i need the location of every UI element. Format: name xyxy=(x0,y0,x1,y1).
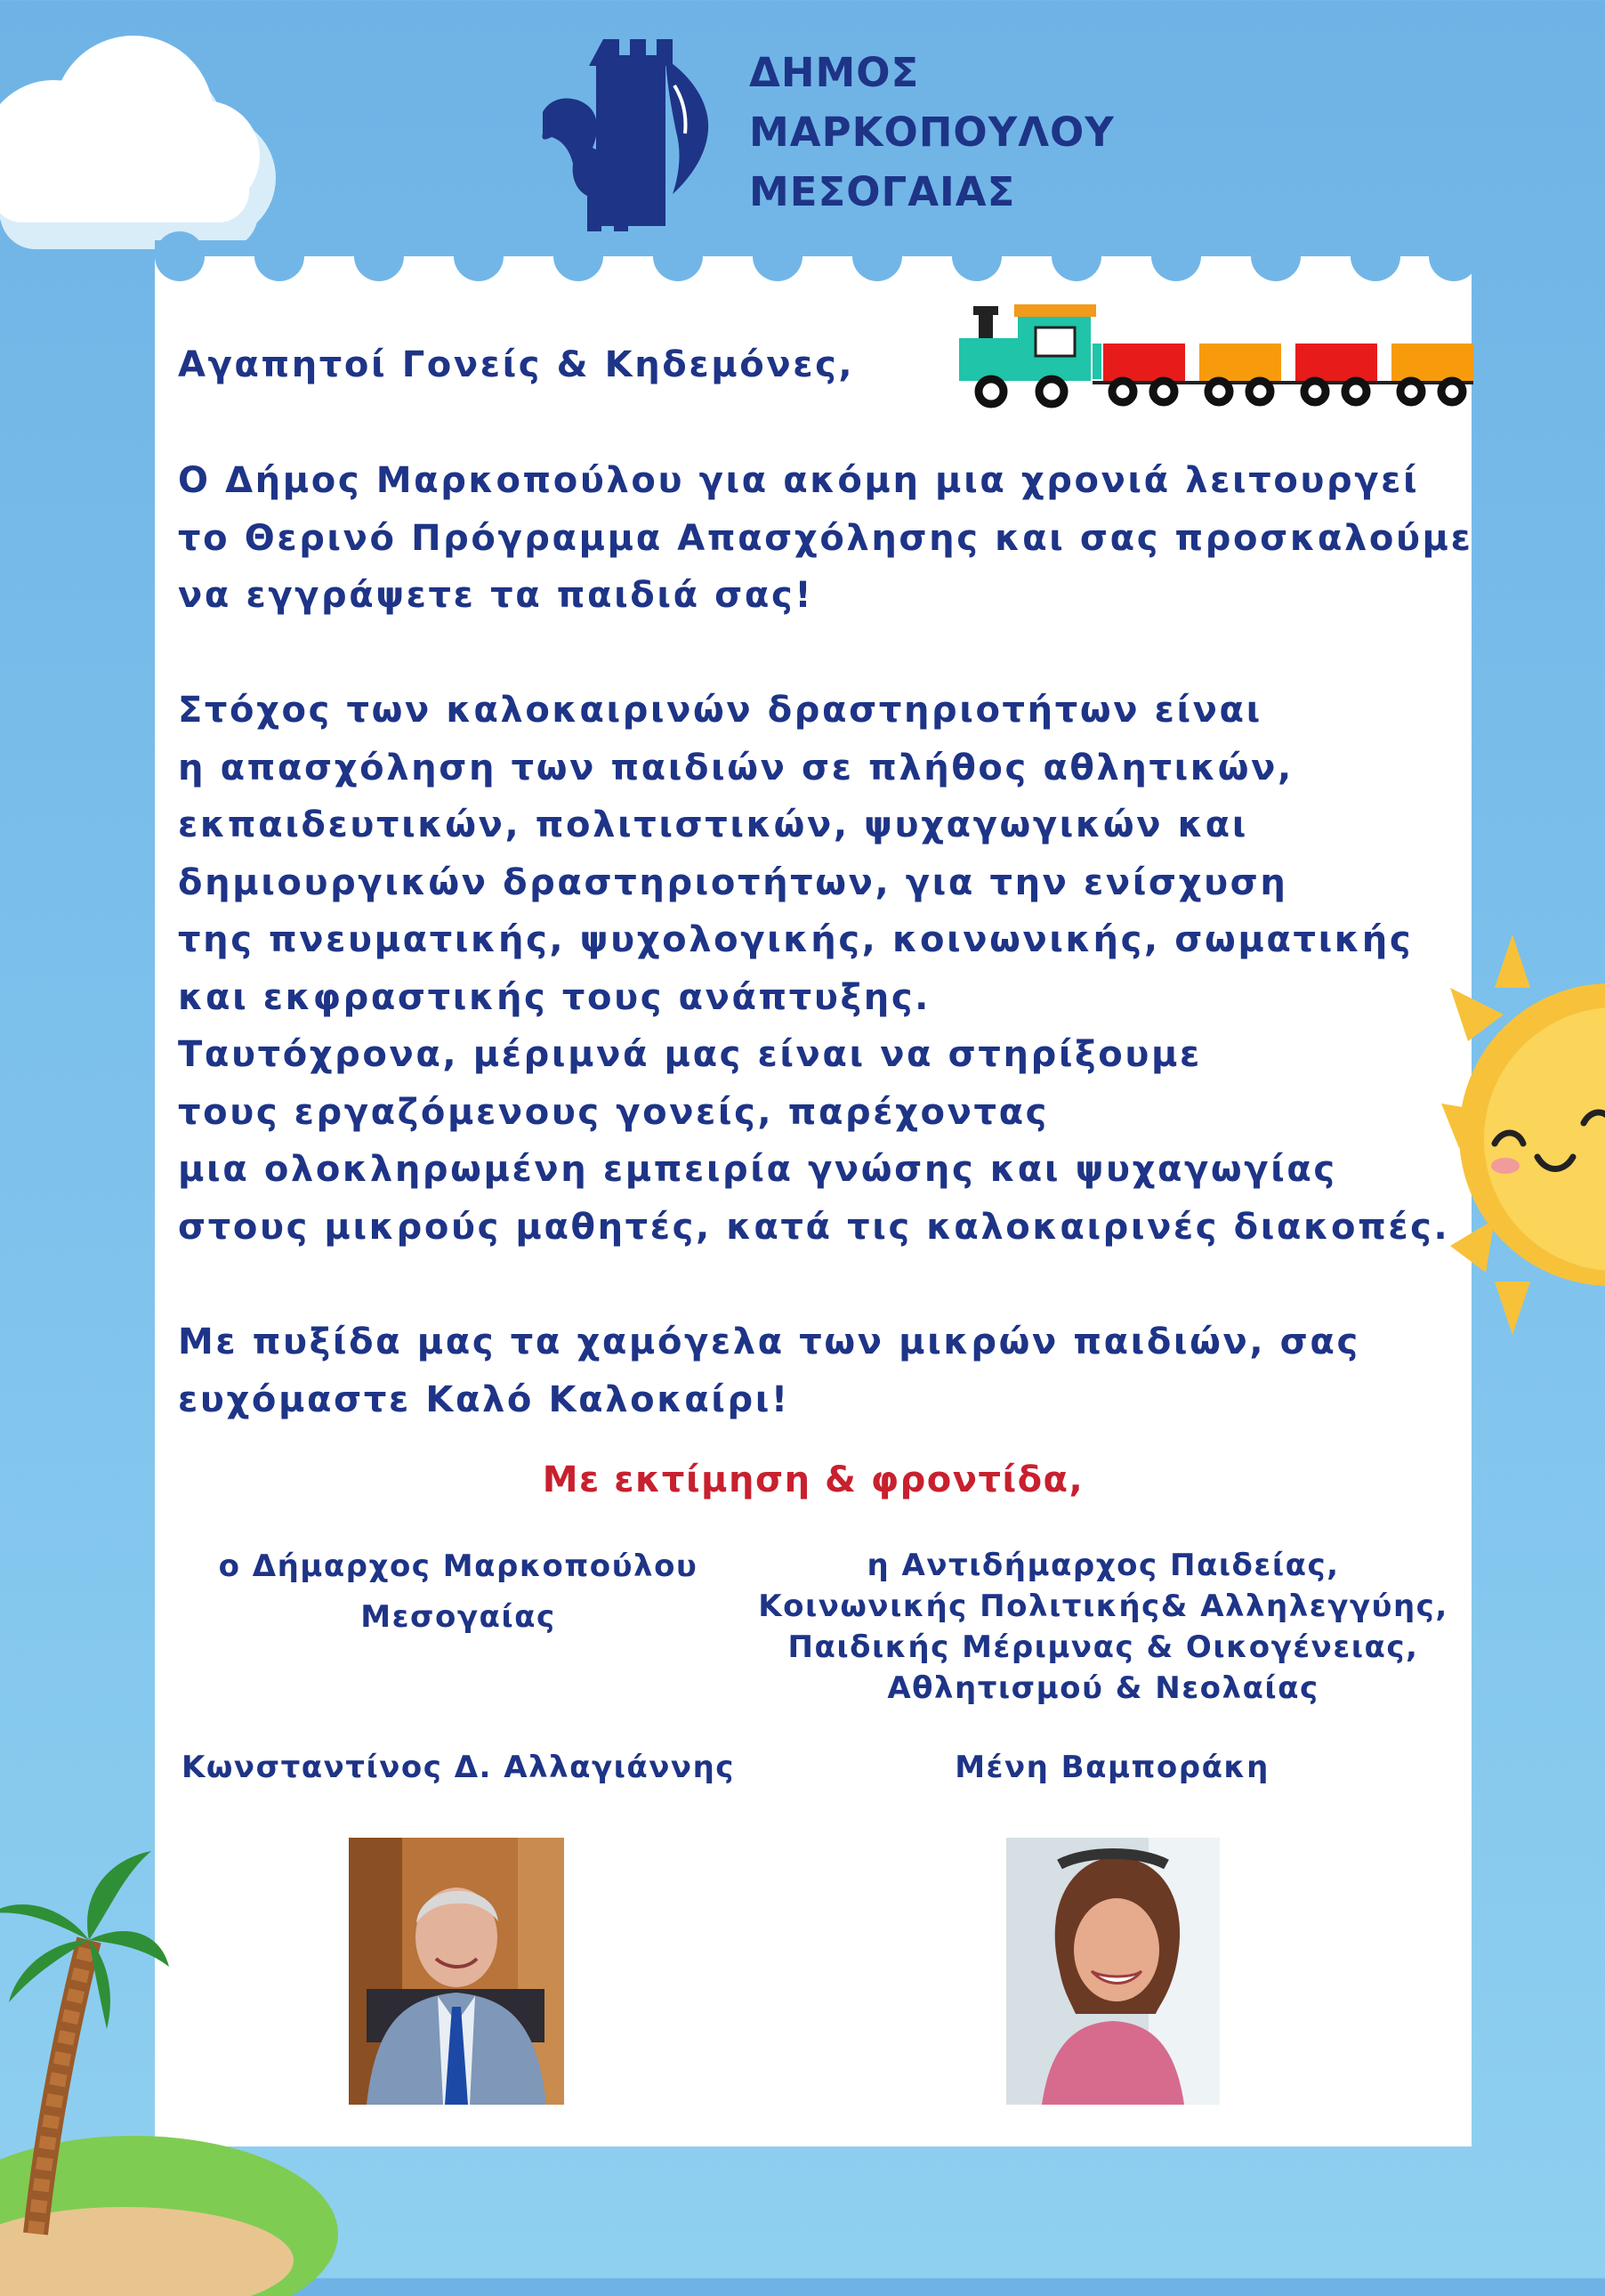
closing-line: Με εκτίμηση & φροντίδα, xyxy=(542,1459,1085,1500)
title-line: η Αντιδήμαρχος Παιδείας, xyxy=(867,1548,1340,1583)
text-line: και εκφραστικής τους ανάπτυξης. xyxy=(178,976,931,1018)
cloud-icon xyxy=(0,9,302,267)
text-line: τους εργαζόμενους γονείς, παρέχοντας xyxy=(178,1091,1049,1133)
text-line: δημιουργικών δραστηριοτήτων, για την ενίσχυση xyxy=(178,861,1288,903)
paragraph-3 xyxy=(178,1314,1441,1428)
municipality-name xyxy=(749,43,1115,222)
text-line: της πνευματικής, ψυχολογικής, κοινωνικής, σωματικής xyxy=(178,919,1414,960)
greeting: Αγαπητοί Γονείς & Κηδεμόνες, xyxy=(178,344,855,385)
sun-icon xyxy=(1432,926,1605,1353)
text-line: εκπαιδευτικών, πολιτιστικών, ψυχαγωγικών και xyxy=(178,804,1248,845)
paragraph-1 xyxy=(178,452,1473,625)
title-line: ο Δήμαρχος Μαρκοπούλου xyxy=(218,1548,698,1584)
text-line: η απασχόληση των παιδιών σε πλήθος αθλητικών, xyxy=(178,747,1294,788)
text-line: Στόχος των καλοκαιρινών δραστηριοτήτων είναι xyxy=(178,690,1262,731)
title-line: Παιδικής Μέριμνας & Οικογένειας, xyxy=(787,1629,1419,1665)
text-line: ευχόμαστε Καλό Καλοκαίρι! xyxy=(178,1378,790,1420)
mayor-title xyxy=(178,1541,738,1643)
logo-line-1: ΔΗΜΟΣ xyxy=(749,49,920,96)
palm-tree-icon xyxy=(0,1851,169,2243)
title-line: Αθλητισμού & Νεολαίας xyxy=(887,1670,1319,1706)
text-line: μια ολοκληρωμένη εμπειρία γνώσης και ψυχαγωγίας xyxy=(178,1149,1337,1190)
title-line: Μεσογαίας xyxy=(360,1599,556,1635)
municipality-logo xyxy=(541,32,1115,237)
logo-line-3: ΜΕΣΟΓΑΙΑΣ xyxy=(749,168,1016,215)
text-line: στους μικρούς μαθητές, κατά τις καλοκαιρινές διακοπές. xyxy=(178,1206,1450,1248)
text-line: Ο Δήμος Μαρκοπούλου για ακόμη μια χρονιά λειτουργεί xyxy=(178,460,1420,501)
logo-line-2: ΜΑΡΚΟΠΟΥΛΟΥ xyxy=(749,109,1115,156)
mayor-name: Κωνσταντίνος Δ. Αλλαγιάννης xyxy=(181,1750,735,1785)
text-line: να εγγράψετε τα παιδιά σας! xyxy=(178,575,814,616)
municipality-logo-icon xyxy=(541,32,746,237)
paper-scallop-edge xyxy=(155,240,1472,294)
mayor-photo xyxy=(349,1838,564,2105)
deputy-mayor-name: Μένη Βαμποράκη xyxy=(955,1750,1270,1785)
paragraph-2 xyxy=(178,682,1450,1256)
title-line: Κοινωνικής Πολιτικής& Αλληλεγγύης, xyxy=(758,1589,1448,1624)
text-line: Ταυτόχρονα, μέριμνά μας είναι να στηρίξουμε xyxy=(178,1034,1202,1075)
text-line: το Θερινό Πρόγραμμα Απασχόλησης και σας προσκαλούμε xyxy=(178,517,1473,559)
text-line: Με πυξίδα μας τα χαμόγελα των μικρών παιδιών, σας xyxy=(178,1322,1360,1362)
deputy-mayor-title xyxy=(738,1545,1468,1709)
deputy-mayor-photo xyxy=(1006,1838,1220,2105)
